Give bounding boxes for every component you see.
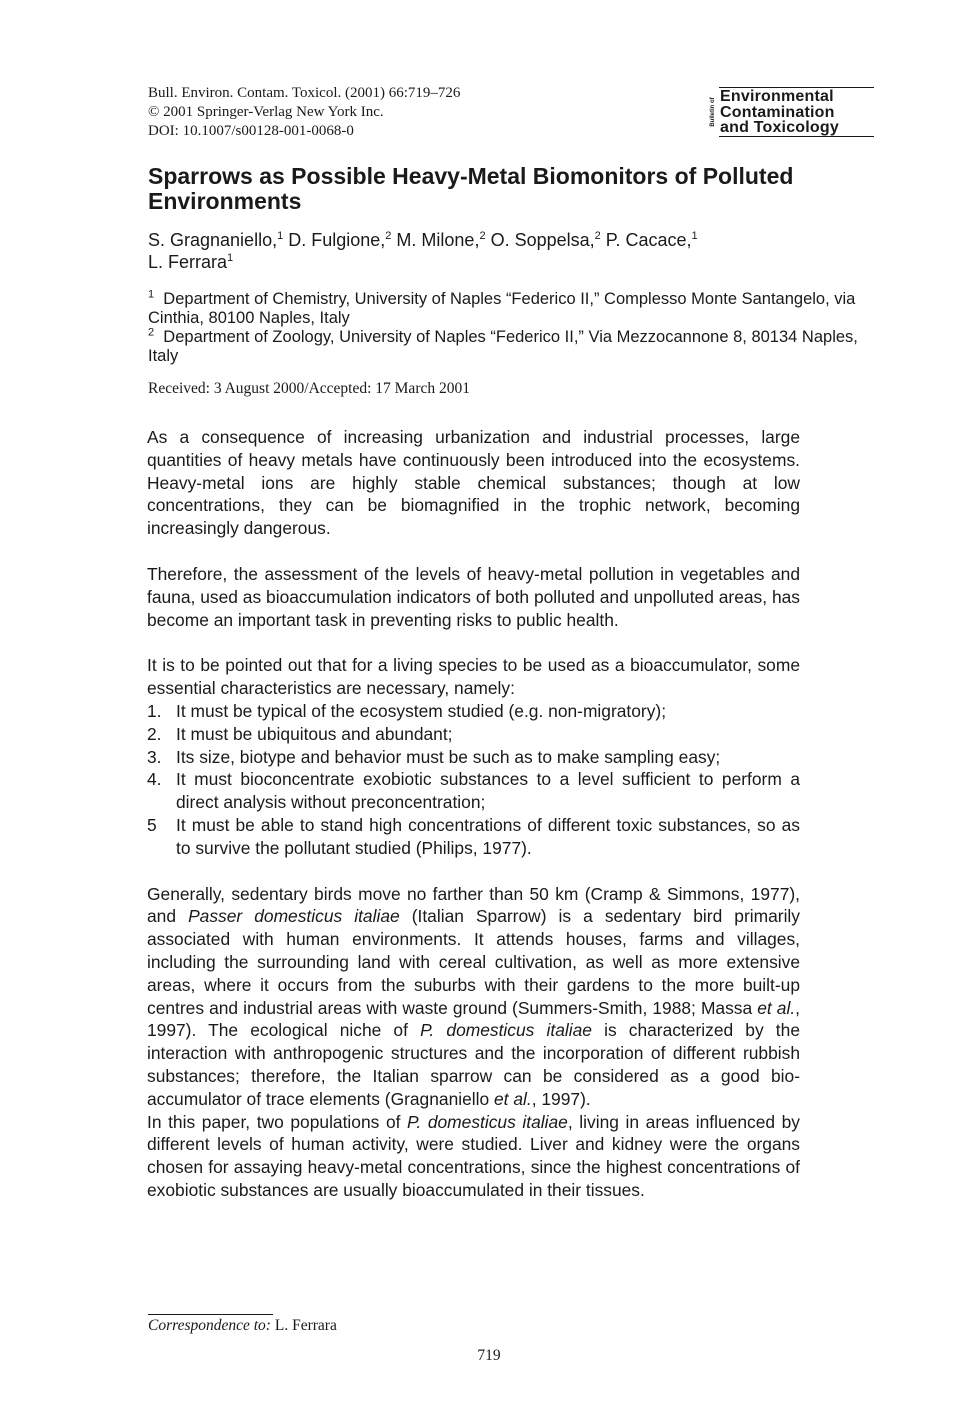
citation-copyright: © 2001 Springer-Verlag New York Inc. — [148, 104, 384, 120]
author-affiliation-mark: 1 — [691, 230, 698, 242]
author: D. Fulgione, — [288, 230, 386, 250]
list-item: 2. It must be ubiquitous and abundant; — [147, 723, 453, 744]
list-item: 3. Its size, biotype and behavior must be such as to make sampling easy; — [147, 746, 721, 767]
author-affiliation-mark: 2 — [479, 230, 486, 242]
journal-logo-rule-bottom — [719, 136, 874, 137]
paragraph: In this paper, two populations of P. domesticus italiae, living in areas influenced by different levels of human activity, were studied. Liver and kidney were the organs chosen for assaying heavy-metal concentrations, since the highest concentrations of exobiotic substances are usually bioaccumulated in their tissues. — [147, 1111, 801, 1200]
citation-doi: DOI: 10.1007/s00128-001-0068-0 — [148, 123, 354, 139]
author: P. Cacace, — [605, 230, 692, 250]
paragraph: As a consequence of increasing urbanization and industrial processes, large quantities of heavy metals have continuously been introduced into the ecosystems. Heavy-metal ions are highly stable chemical substances; though at low concentrations, they can be biomagnified in the trophic network, becoming increasingly dangerous. — [147, 427, 800, 539]
affiliation: $^2$ Department of Zoology, University of Naples “Federico II,” Via Mezzocannone 8, 80134 Naples, Italy — [148, 326, 858, 365]
correspondence-footnote: Correspondence to: L. Ferrara — [148, 1317, 337, 1334]
author: M. Milone, — [396, 230, 480, 250]
citation-journal: Bull. Environ. Contam. Toxicol. (2001) 66:719–726 — [148, 85, 461, 101]
affiliations — [148, 290, 868, 366]
page-number: 719 — [477, 1347, 501, 1364]
journal-logo-text: Environmental Contamination and Toxicology — [720, 88, 839, 136]
author-affiliation-mark: 1 — [227, 252, 234, 264]
footnote-rule — [148, 1314, 273, 1315]
list-item: 5 It must be able to stand high concentrations of different toxic substances, so as to survive the pollutant studied (Philips, 1977). — [147, 814, 800, 858]
paragraph: It is to be pointed out that for a living species to be used as a bioaccumulator, some essential characteristics are necessary, namely: — [147, 655, 800, 699]
list-item: 1. It must be typical of the ecosystem studied (e.g. non-migratory); — [147, 700, 667, 721]
author-list — [148, 229, 868, 273]
author-affiliation-mark: 2 — [385, 230, 392, 242]
article-title: Sparrows as Possible Heavy-Metal Biomonitors of Polluted Environments — [148, 163, 794, 214]
author: S. Gragnaniello, — [148, 230, 278, 250]
paragraph: Therefore, the assessment of the levels of heavy-metal pollution in vegetables and fauna, used as bioaccumulation indicators of both polluted and unpolluted areas, has become an important task in preventing risks to public health. — [147, 563, 800, 630]
journal-logo — [708, 87, 874, 137]
author-affiliation-mark: 1 — [277, 230, 284, 242]
citation-block — [148, 84, 460, 141]
list-item: 4. It must bioconcentrate exobiotic substances to a level sufficient to perform a direct analysis without preconcentration; — [147, 769, 800, 813]
received-dates: Received: 3 August 2000/Accepted: 17 March 2001 — [148, 380, 470, 397]
affiliation: $^1$ Department of Chemistry, University of Naples “Federico II,” Complesso Monte Santangelo, via Cinthia, 80100 Naples, Italy — [148, 288, 856, 327]
author: O. Soppelsa, — [490, 230, 595, 250]
article-body — [147, 426, 800, 1202]
author-affiliation-mark: 2 — [594, 230, 601, 242]
paragraph: Generally, sedentary birds move no farther than 50 km (Cramp & Simmons, 1977), and Passer domesticus italiae (Italian Sparrow) is a sedentary bird primarily associated with human environments. It attends houses, farms and villages, including the surrounding land with cereal cultivation, as well as more extensive areas, where it occurs from the suburbs with their gardens to the more built-up centres and industrial areas with waste ground (Summers-Smith, 1988; Massa et al., 1997). The ecological niche of P. domesticus italiae is characterized by the interaction with anthropogenic structures and the incorporation of different rubbish substances; therefore, the Italian sparrow can be considered as a good bio-accumulator of trace elements (Gragnaniello et al., 1997). — [147, 883, 801, 1109]
author: L. Ferrara — [148, 252, 228, 272]
journal-logo-side: Bulletin of — [710, 97, 716, 127]
